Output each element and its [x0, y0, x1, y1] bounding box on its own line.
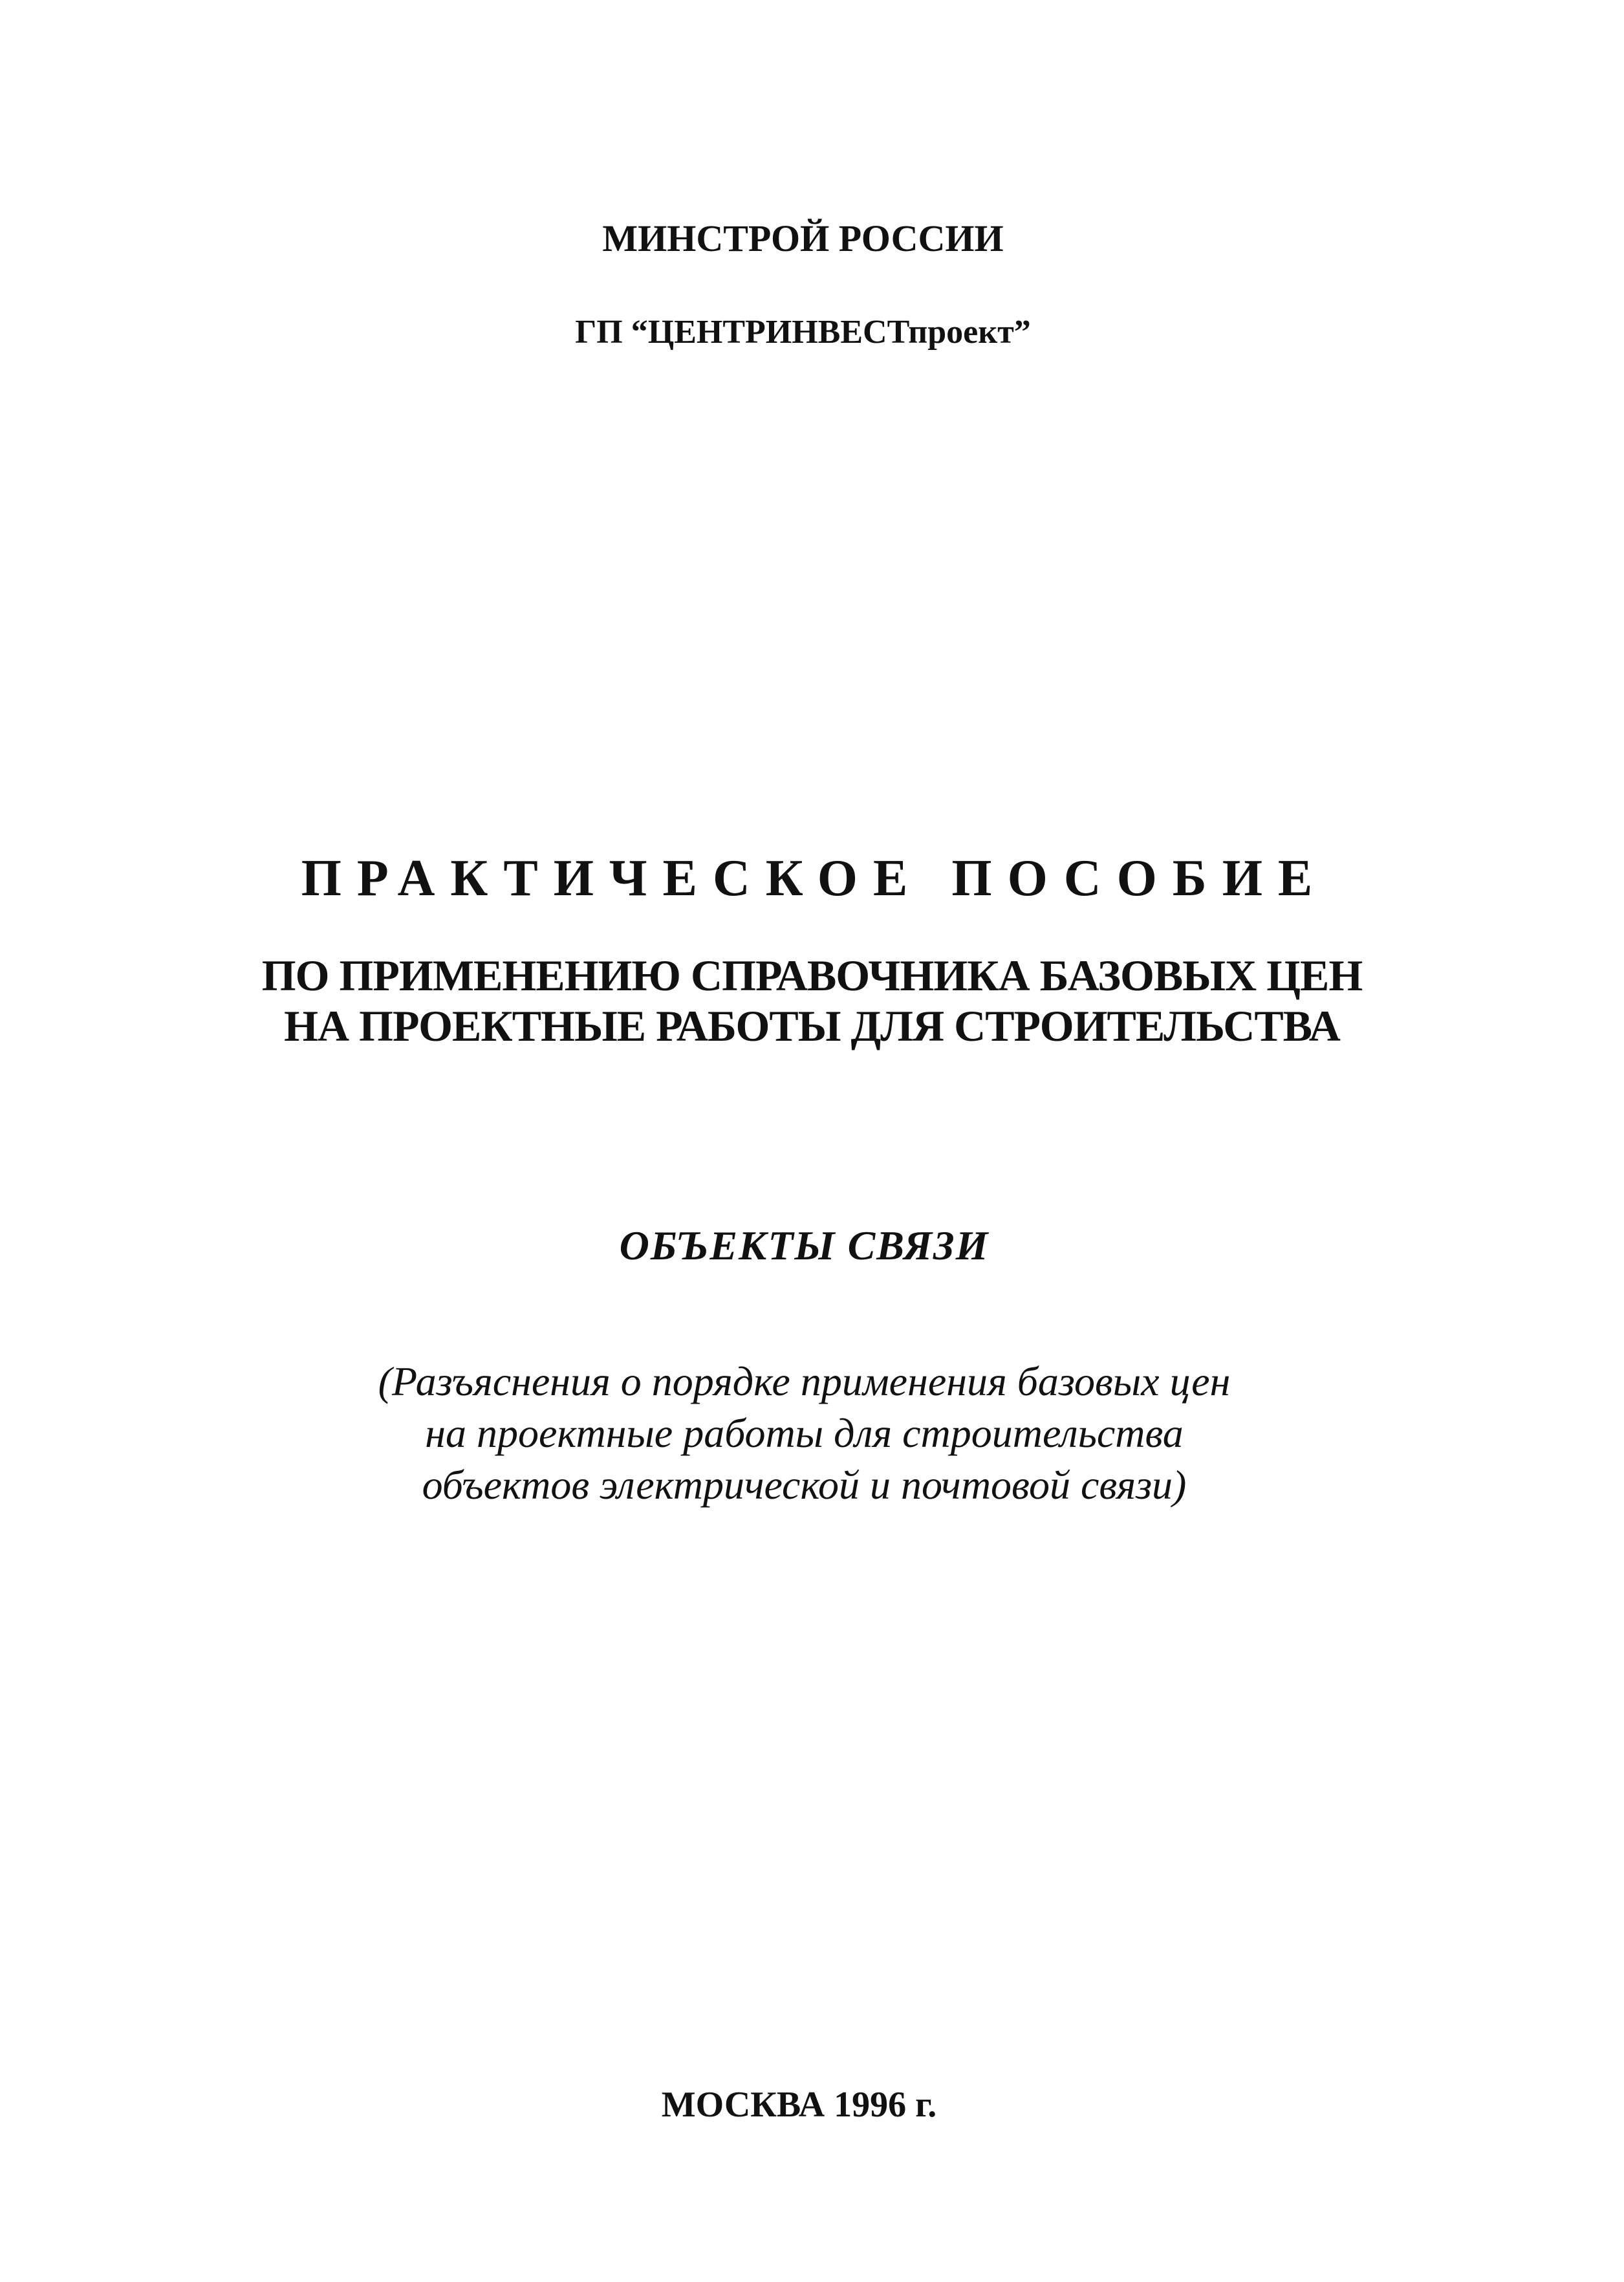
organization-heading: ГП “ЦЕНТРИНВЕСТпроект” — [575, 314, 1031, 351]
explanation-line-2: на проектные работы для строительства — [425, 1410, 1184, 1456]
ministry-heading: МИНСТРОЙ РОССИИ — [602, 217, 1004, 259]
document-subtitle-line-1: ПО ПРИМЕНЕНИЮ СПРАВОЧНИКА БАЗОВЫХ ЦЕН — [261, 951, 1363, 1000]
document-subtitle-line-2: НА ПРОЕКТНЫЕ РАБОТЫ ДЛЯ СТРОИТЕЛЬСТВА — [284, 1001, 1340, 1050]
document-title: ПРАКТИЧЕСКОЕ ПОСОБИЕ — [301, 850, 1328, 907]
explanation-line-1: (Разъяснения о порядке применения базовых цен — [378, 1358, 1231, 1404]
section-heading: ОБЪЕКТЫ СВЯЗИ — [619, 1222, 990, 1268]
explanation-line-3: объектов электрической и почтовой связи) — [422, 1462, 1187, 1508]
city-year: МОСКВА 1996 г. — [661, 2085, 937, 2125]
